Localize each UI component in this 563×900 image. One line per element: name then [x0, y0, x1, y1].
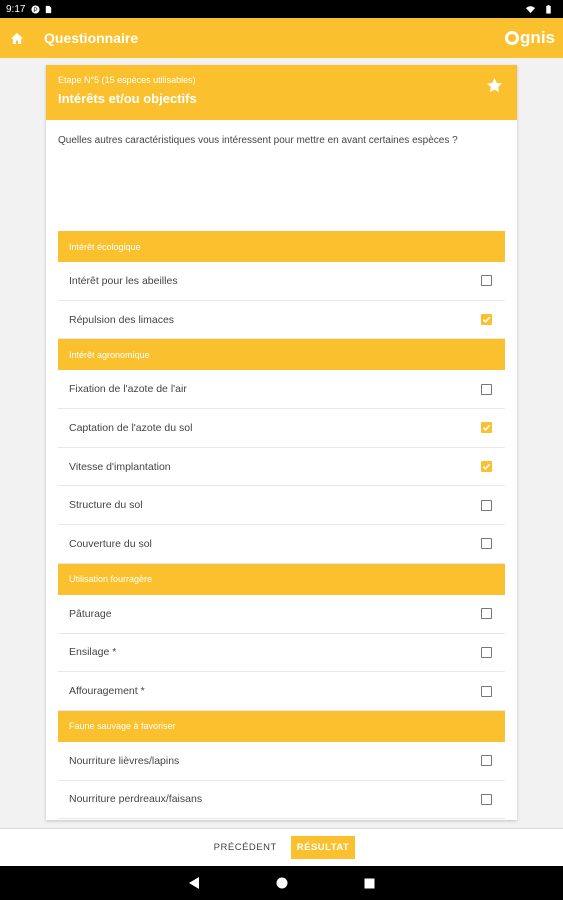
card-header: [46, 65, 517, 120]
check-icon: [482, 423, 491, 432]
card-heading: Intérêts et/ou objectifs: [58, 91, 197, 106]
app-bar: [0, 18, 563, 58]
option-label: Nourriture perdreaux/faisans: [69, 793, 203, 806]
svg-text:P: P: [33, 6, 39, 14]
checkbox[interactable]: [481, 794, 492, 805]
step-label: Etape N°5 (15 espèces utilisables): [58, 75, 196, 85]
section-header: Utilisation fourragère: [58, 564, 505, 595]
option-row[interactable]: [58, 486, 505, 525]
option-row[interactable]: [58, 634, 505, 673]
section-header: Faune sauvage à favoriser: [58, 711, 505, 742]
logo-text: gnis: [520, 28, 555, 47]
option-row[interactable]: [58, 262, 505, 301]
system-nav-bar: [0, 866, 563, 900]
option-label: Nourriture lièvres/lapins: [69, 754, 180, 767]
home-nav-icon[interactable]: [276, 877, 288, 889]
option-label: Pâturage: [69, 607, 112, 620]
option-label: Structure du sol: [69, 499, 143, 512]
checkbox-checked[interactable]: [481, 314, 492, 325]
sim-card-icon: [44, 5, 53, 14]
option-label: Vitesse d'implantation: [69, 460, 171, 473]
section-header: Intérêt agronomique: [58, 339, 505, 370]
check-icon: [482, 462, 491, 471]
home-button[interactable]: [0, 18, 34, 58]
back-icon[interactable]: [189, 877, 200, 889]
option-row[interactable]: [58, 781, 505, 820]
option-label: Captation de l'azote du sol: [69, 421, 193, 434]
questionnaire-card: [46, 65, 517, 820]
status-bar: [0, 0, 563, 18]
section-header: Intérêt écologique: [58, 231, 505, 262]
checkbox[interactable]: [481, 500, 492, 511]
app-title: Questionnaire: [44, 30, 139, 46]
checkbox[interactable]: [481, 686, 492, 697]
checkbox[interactable]: [481, 275, 492, 286]
check-icon: [482, 315, 491, 324]
checkbox-checked[interactable]: [481, 422, 492, 433]
option-label: Répulsion des limaces: [69, 313, 175, 326]
option-row[interactable]: [58, 672, 505, 711]
checkbox[interactable]: [481, 647, 492, 658]
option-row[interactable]: [58, 525, 505, 564]
option-row[interactable]: [58, 409, 505, 448]
wifi-icon: [526, 5, 535, 14]
star-icon[interactable]: [486, 77, 503, 94]
checkbox[interactable]: [481, 384, 492, 395]
option-row[interactable]: [58, 301, 505, 340]
option-label: Affouragement *: [69, 685, 145, 698]
question-text: Quelles autres caractéristiques vous intéressent pour mettre en avant certaines espèces ?: [58, 135, 458, 146]
option-row[interactable]: [58, 370, 505, 409]
logo-ring-icon: [505, 31, 519, 45]
option-row[interactable]: [58, 448, 505, 487]
previous-button[interactable]: PRÉCÉDENT: [213, 842, 277, 853]
option-label: Intérêt pour les abeilles: [69, 274, 178, 287]
result-button[interactable]: RÉSULTAT: [291, 836, 356, 859]
option-label: Couverture du sol: [69, 537, 152, 550]
gnis-logo: [505, 28, 555, 48]
recents-icon[interactable]: [364, 878, 375, 889]
notification-icon: [31, 5, 40, 14]
sections-list: [46, 231, 517, 897]
option-label: Fixation de l'azote de l'air: [69, 383, 187, 396]
checkbox[interactable]: [481, 538, 492, 549]
option-row[interactable]: [58, 595, 505, 634]
home-icon: [11, 33, 23, 44]
checkbox[interactable]: [481, 755, 492, 766]
checkbox[interactable]: [481, 608, 492, 619]
status-time: 9:17: [6, 3, 26, 15]
option-row[interactable]: [58, 742, 505, 781]
battery-icon: [544, 5, 553, 14]
option-label: Ensilage *: [69, 646, 117, 659]
footer-bar: [0, 828, 563, 866]
checkbox-checked[interactable]: [481, 461, 492, 472]
